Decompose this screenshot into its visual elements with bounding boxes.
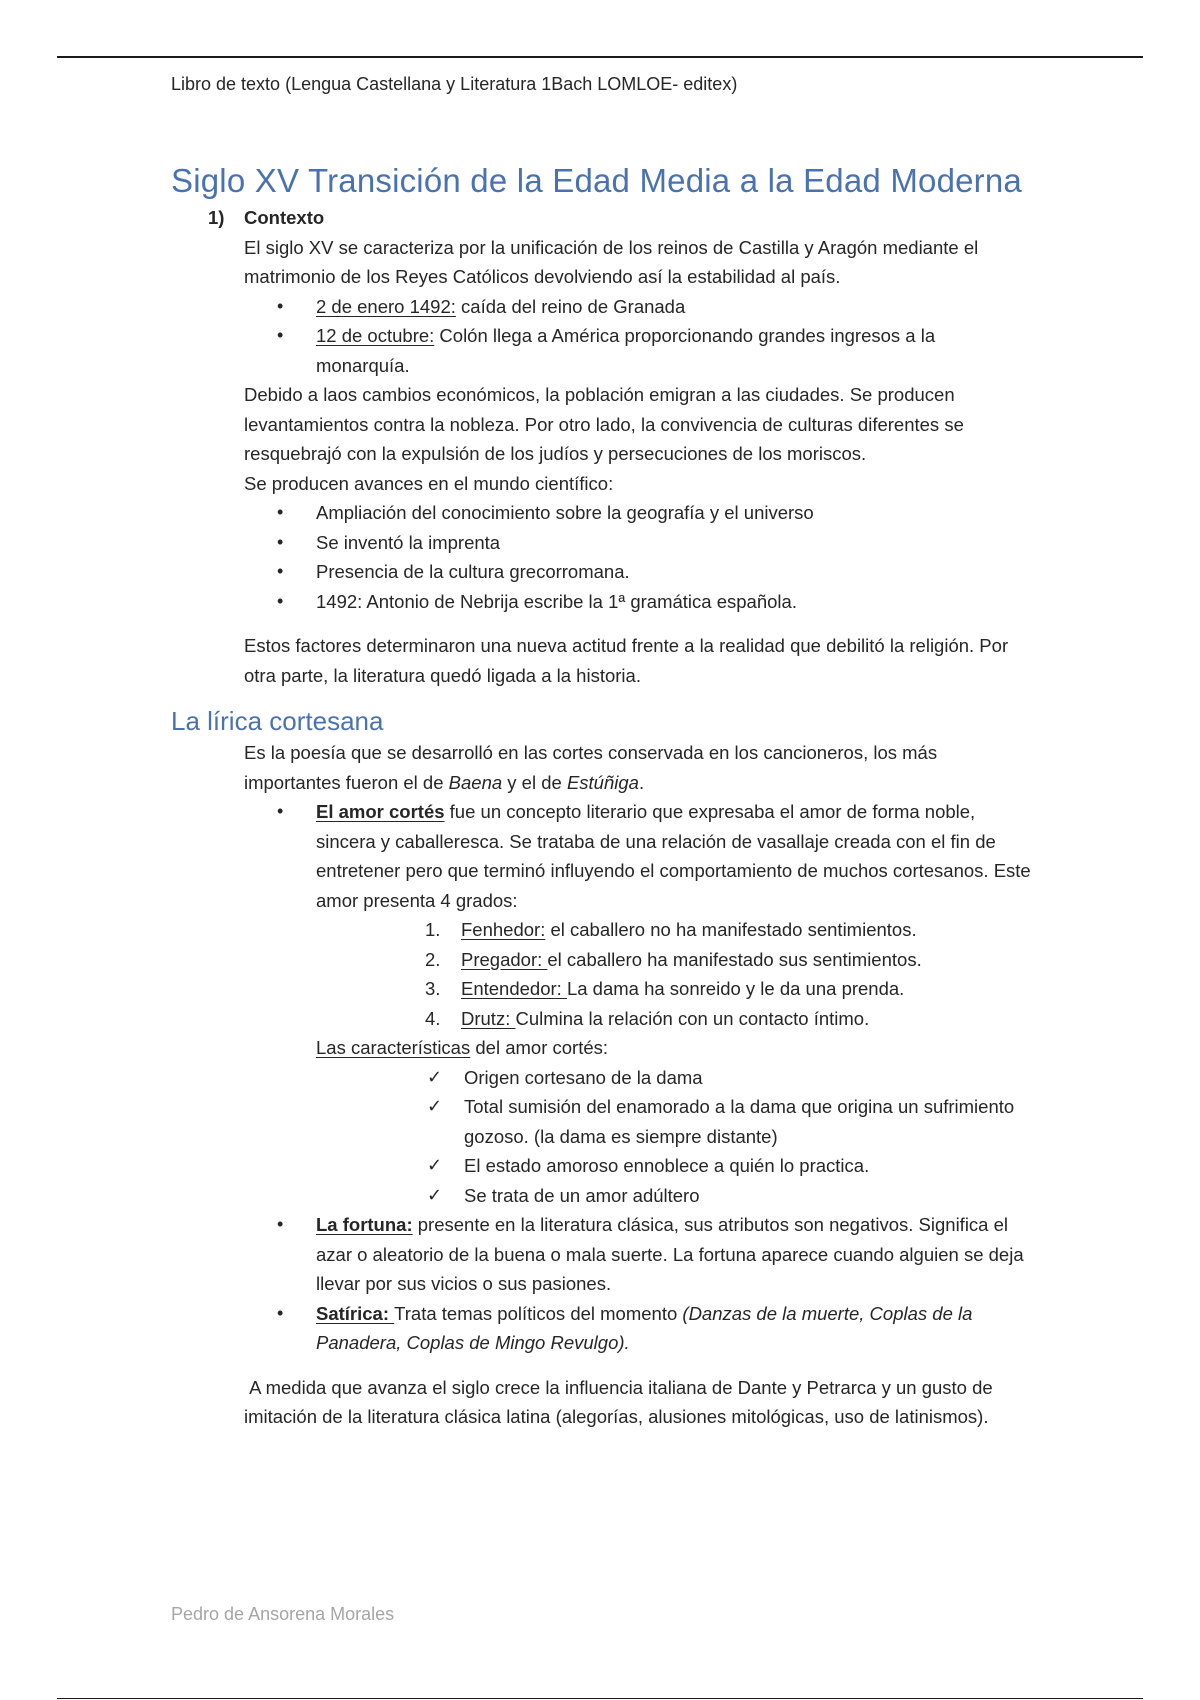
closing-block bbox=[171, 1373, 1031, 1432]
grade-term: Drutz: bbox=[461, 1007, 516, 1029]
list-item bbox=[171, 557, 1031, 587]
advances-list bbox=[171, 498, 1031, 616]
event-date: 2 de enero 1492: bbox=[316, 295, 456, 317]
bullet-icon: • bbox=[277, 590, 284, 611]
document-body bbox=[171, 160, 1031, 1432]
characteristics-text: del amor cortés: bbox=[470, 1037, 609, 1058]
grade-number: 4. bbox=[425, 1007, 441, 1029]
grades-list bbox=[171, 915, 1031, 1033]
list-item-fortuna bbox=[171, 1210, 1031, 1299]
advance-text: 1492: Antonio de Nebrija escribe la 1ª gramática española. bbox=[316, 590, 797, 612]
header-rule bbox=[57, 56, 1143, 58]
characteristic-text: Origen cortesano de la dama bbox=[464, 1066, 703, 1088]
term-amor-cortes: El amor cortés bbox=[316, 801, 445, 822]
advance-text: Presencia de la cultura grecorromana. bbox=[316, 561, 630, 582]
list-item bbox=[171, 945, 1031, 975]
cancionero-baena: Baena bbox=[448, 771, 503, 793]
bullet-icon: • bbox=[277, 502, 284, 522]
advance-text: Se inventó la imprenta bbox=[316, 531, 501, 553]
amor-cortes-text: fue un concepto literario que expresaba el amor de forma noble, sincera y caballeresca. Se trataba de una relación de vasallaje creada con el fin de entretener pero que terminó influyendo el comportamiento de muchos cortesanos. Este amor presenta 4 grados: bbox=[316, 801, 1031, 911]
event-text: Colón llega a América proporcionando grandes ingresos a la monarquía. bbox=[316, 325, 936, 376]
bullet-icon: • bbox=[277, 801, 284, 821]
page-title: Siglo XV Transición de la Edad Media a la Edad Moderna bbox=[171, 162, 1022, 199]
events-list bbox=[171, 292, 1031, 381]
check-icon: ✓ bbox=[427, 1184, 443, 1205]
satirica-works: (Danzas de la muerte, Coplas de la Panadera, Coplas de Mingo Revulgo). bbox=[316, 1302, 973, 1353]
bullet-icon: • bbox=[277, 1302, 284, 1323]
section-number: 1) bbox=[208, 207, 225, 228]
characteristics-list bbox=[171, 1063, 1031, 1211]
contexto-paragraph-4: Estos factores determinaron una nueva actitud frente a la realidad que debilitó la religión. Por otra parte, la literatura quedó ligada a la historia. bbox=[244, 635, 1009, 686]
bullet-icon: • bbox=[277, 325, 284, 345]
list-item bbox=[171, 1092, 1031, 1151]
contexto-heading bbox=[171, 203, 1031, 233]
lirica-topics-list bbox=[171, 797, 1031, 915]
grade-term: Entendedor: bbox=[461, 978, 567, 999]
grade-number: 3. bbox=[425, 978, 441, 999]
list-item-amor-cortes bbox=[171, 797, 1031, 915]
closing-paragraph: A medida que avanza el siglo crece la influencia italiana de Dante y Petrarca y un gusto de imitación de la literatura clásica latina (alegorías, alusiones mitológicas, uso de latinismos). bbox=[244, 1376, 998, 1427]
term-fortuna: La fortuna: bbox=[316, 1214, 413, 1235]
satirica-text: Trata temas políticos del momento bbox=[394, 1302, 683, 1324]
bullet-icon: • bbox=[277, 561, 284, 581]
grade-text: el caballero ha manifestado sus sentimientos. bbox=[547, 948, 922, 970]
list-item bbox=[171, 498, 1031, 528]
check-icon: ✓ bbox=[427, 1155, 443, 1175]
event-text: caída del reino de Granada bbox=[455, 295, 686, 317]
fortuna-text: presente en la literatura clásica, sus atributos son negativos. Significa el azar o aleatorio de la buena o mala suerte. La fortuna aparece cuando alguien se deja llevar por sus vicios o sus pasiones. bbox=[316, 1214, 1024, 1294]
cancionero-estuniga: Estúñiga bbox=[566, 771, 639, 793]
contexto-heading-label: Contexto bbox=[244, 207, 325, 228]
list-item bbox=[171, 292, 1031, 322]
grade-term: Pregador: bbox=[461, 948, 548, 970]
contexto-paragraph-3: Se producen avances en el mundo científico: bbox=[244, 472, 614, 494]
grade-text: La dama ha sonreido y le da una prenda. bbox=[566, 978, 905, 999]
list-item bbox=[171, 1151, 1031, 1181]
lirica-topics-list-2 bbox=[171, 1210, 1031, 1358]
list-item bbox=[171, 1004, 1031, 1034]
footer-rule bbox=[57, 1698, 1143, 1699]
characteristics-label bbox=[171, 1033, 1031, 1063]
page-footer-author: Pedro de Ansorena Morales bbox=[171, 1604, 395, 1624]
bullet-icon: • bbox=[277, 531, 284, 552]
check-icon: ✓ bbox=[427, 1066, 443, 1087]
grade-text: el caballero no ha manifestado sentimientos. bbox=[545, 919, 917, 940]
grade-number: 2. bbox=[425, 948, 441, 970]
list-item bbox=[171, 1063, 1031, 1093]
intro-text: . bbox=[638, 771, 645, 793]
contexto-block bbox=[171, 233, 1031, 292]
list-item bbox=[171, 974, 1031, 1004]
characteristic-text: Total sumisión del enamorado a la dama que origina un sufrimiento gozoso. (la dama es siempre distante) bbox=[464, 1096, 1015, 1147]
bullet-icon: • bbox=[277, 295, 284, 316]
contexto-intro: El siglo XV se caracteriza por la unificación de los reinos de Castilla y Aragón mediante el matrimonio de los Reyes Católicos devolviendo así la estabilidad al país. bbox=[244, 236, 979, 287]
list-item-satirica bbox=[171, 1299, 1031, 1358]
bullet-icon: • bbox=[277, 1214, 284, 1234]
lirica-intro-paragraph bbox=[244, 738, 1031, 797]
intro-text: y el de bbox=[502, 771, 567, 793]
characteristic-text: Se trata de un amor adúltero bbox=[464, 1184, 700, 1206]
characteristics-term: Las características bbox=[316, 1037, 471, 1058]
grade-term: Fenhedor: bbox=[461, 919, 546, 940]
advance-text: Ampliación del conocimiento sobre la geografía y el universo bbox=[316, 502, 814, 523]
list-item bbox=[171, 528, 1031, 558]
intro-text: Es la poesía que se desarrolló en las cortes conservada en los cancioneros, los más importantes fueron el de bbox=[244, 742, 938, 793]
grade-text: Culmina la relación con un contacto íntimo. bbox=[515, 1007, 870, 1029]
event-date: 12 de octubre: bbox=[316, 325, 435, 346]
list-item bbox=[171, 1181, 1031, 1211]
list-item bbox=[171, 915, 1031, 945]
list-item bbox=[171, 321, 1031, 380]
contexto-conclusion bbox=[171, 631, 1031, 690]
list-item bbox=[171, 587, 1031, 617]
contexto-paragraphs bbox=[171, 380, 1031, 498]
page-header: Libro de texto (Lengua Castellana y Literatura 1Bach LOMLOE- editex) bbox=[171, 74, 738, 94]
characteristic-text: El estado amoroso ennoblece a quién lo practica. bbox=[464, 1155, 870, 1176]
grade-number: 1. bbox=[425, 919, 441, 940]
check-icon: ✓ bbox=[427, 1096, 443, 1116]
contexto-paragraph-2: Debido a laos cambios económicos, la población emigran a las ciudades. Se producen levantamientos contra la nobleza. Por otro lado, la convivencia de culturas diferentes se resquebrajó con la expulsión de los judíos y persecuciones de los moriscos. bbox=[244, 384, 964, 464]
section-heading-lirica: La lírica cortesana bbox=[171, 706, 384, 736]
lirica-intro bbox=[171, 738, 1031, 797]
term-satirica: Satírica: bbox=[316, 1302, 395, 1324]
